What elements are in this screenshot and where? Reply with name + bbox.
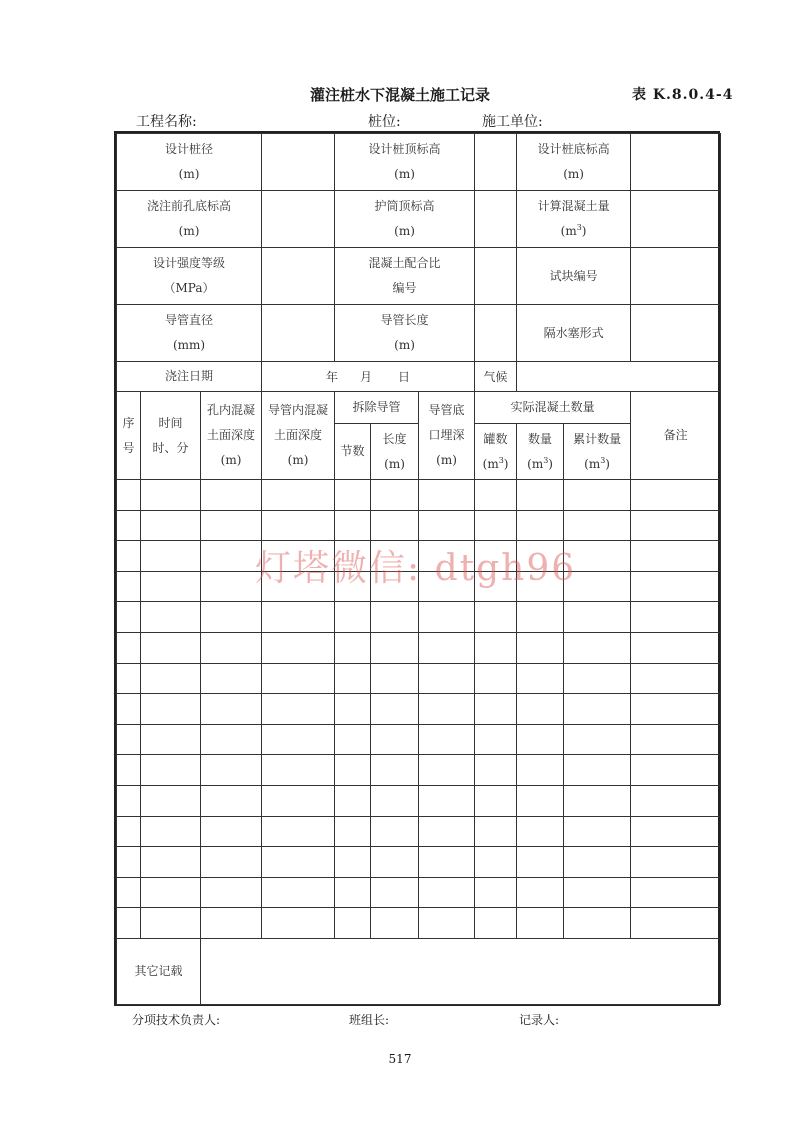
log-cell[interactable] (371, 847, 419, 878)
param-row (117, 134, 721, 191)
table-code: 表 K.8.0.4-4 (632, 87, 734, 103)
table-row (117, 602, 721, 633)
pipe-dia-label: 导管直径 (mm) (117, 305, 262, 362)
log-cell[interactable] (117, 908, 141, 939)
log-cell[interactable] (201, 663, 262, 694)
recorder-signature: 记录人: (519, 1013, 560, 1027)
log-cell[interactable] (262, 755, 335, 786)
log-cell[interactable] (117, 847, 141, 878)
log-cell[interactable] (335, 602, 371, 633)
log-cell[interactable] (475, 663, 517, 694)
log-cell[interactable] (517, 877, 564, 908)
tech-lead-signature: 分项技术负责人: (132, 1013, 221, 1027)
log-cell[interactable] (631, 755, 721, 786)
log-cell[interactable] (631, 908, 721, 939)
log-cell[interactable] (335, 724, 371, 755)
specimen-no-label: 试块编号 (517, 248, 631, 305)
design-dia-label: 设计桩径 (m) (117, 134, 262, 191)
log-cell[interactable] (262, 847, 335, 878)
log-cell[interactable] (335, 632, 371, 663)
log-cell[interactable] (141, 694, 201, 725)
tanks-header: 罐数 $(m^3)$ (475, 424, 517, 480)
log-cell[interactable] (564, 663, 631, 694)
log-cell[interactable] (262, 632, 335, 663)
strength-value[interactable] (262, 248, 335, 305)
log-cell[interactable] (475, 847, 517, 878)
log-cell[interactable] (419, 632, 475, 663)
calc-volume-value[interactable] (631, 191, 721, 248)
log-cell[interactable] (631, 724, 721, 755)
log-cell[interactable] (201, 847, 262, 878)
table-row (117, 847, 721, 878)
log-cell[interactable] (262, 908, 335, 939)
table-row (117, 480, 721, 511)
log-cell[interactable] (201, 724, 262, 755)
log-cell[interactable] (475, 785, 517, 816)
log-cell[interactable] (475, 694, 517, 725)
param-row (117, 305, 721, 362)
log-cell[interactable] (262, 877, 335, 908)
log-cell[interactable] (564, 694, 631, 725)
log-cell[interactable] (564, 816, 631, 847)
log-cell[interactable] (631, 571, 721, 602)
log-cell[interactable] (201, 632, 262, 663)
pipe-len-value[interactable] (475, 305, 517, 362)
log-cell[interactable] (371, 510, 419, 541)
design-top-value[interactable] (475, 134, 517, 191)
log-cell[interactable] (475, 908, 517, 939)
log-cell[interactable] (564, 847, 631, 878)
hole-bottom-label: 浇注前孔底标高 (m) (117, 191, 262, 248)
log-cell[interactable] (262, 480, 335, 511)
log-cell[interactable] (371, 632, 419, 663)
pour-date-value[interactable]: 年 月 日 (262, 362, 475, 392)
log-cell[interactable] (141, 632, 201, 663)
log-cell[interactable] (335, 785, 371, 816)
log-cell[interactable] (631, 510, 721, 541)
log-cell[interactable] (631, 785, 721, 816)
mix-ratio-value[interactable] (475, 248, 517, 305)
log-cell[interactable] (517, 847, 564, 878)
cumulative-header: 累计数量 $(m^3)$ (564, 424, 631, 480)
log-cell[interactable] (631, 480, 721, 511)
seq-header: 序 号 (117, 392, 141, 480)
log-cell[interactable] (517, 632, 564, 663)
log-cell[interactable] (201, 510, 262, 541)
log-cell[interactable] (631, 602, 721, 633)
log-cell[interactable] (335, 480, 371, 511)
log-cell[interactable] (371, 663, 419, 694)
param-row (117, 191, 721, 248)
log-cell[interactable] (117, 663, 141, 694)
length-header: 长度 (m) (371, 424, 419, 480)
specimen-no-value[interactable] (631, 248, 721, 305)
log-cell[interactable] (141, 602, 201, 633)
table-row (117, 755, 721, 786)
log-cell[interactable] (262, 602, 335, 633)
log-cell[interactable] (631, 694, 721, 725)
log-cell[interactable] (141, 571, 201, 602)
log-cell[interactable] (419, 724, 475, 755)
strength-label: 设计强度等级 （MPa） (117, 248, 262, 305)
hole-depth-header: 孔内混凝 土面深度 (m) (201, 392, 262, 480)
log-cell[interactable] (262, 785, 335, 816)
casing-top-label: 护筒顶标高 (m) (335, 191, 475, 248)
watermark: 灯塔微信: dtgh96 (255, 548, 577, 589)
table-row (117, 816, 721, 847)
design-bottom-value[interactable] (631, 134, 721, 191)
pipe-depth-header: 导管内混凝 土面深度 (m) (262, 392, 335, 480)
log-cell[interactable] (419, 877, 475, 908)
log-cell[interactable] (335, 663, 371, 694)
log-cell[interactable] (475, 602, 517, 633)
log-cell[interactable] (419, 480, 475, 511)
log-cell[interactable] (371, 877, 419, 908)
log-cell[interactable] (117, 632, 141, 663)
log-cell[interactable] (631, 632, 721, 663)
log-cell[interactable] (262, 816, 335, 847)
log-cell[interactable] (201, 877, 262, 908)
log-cell[interactable] (517, 785, 564, 816)
log-cell[interactable] (419, 602, 475, 633)
log-cell[interactable] (262, 724, 335, 755)
mix-ratio-label: 混凝土配合比 编号 (335, 248, 475, 305)
log-cell[interactable] (517, 908, 564, 939)
log-cell[interactable] (564, 877, 631, 908)
log-cell[interactable] (141, 847, 201, 878)
log-cell[interactable] (517, 480, 564, 511)
log-cell[interactable] (419, 663, 475, 694)
log-cell[interactable] (371, 785, 419, 816)
log-cell[interactable] (201, 571, 262, 602)
log-cell[interactable] (371, 724, 419, 755)
log-cell[interactable] (335, 755, 371, 786)
design-top-label: 设计桩顶标高 (m) (335, 134, 475, 191)
log-cell[interactable] (371, 908, 419, 939)
log-cell[interactable] (335, 816, 371, 847)
log-cell[interactable] (141, 877, 201, 908)
log-cell[interactable] (371, 816, 419, 847)
team-leader-signature: 班组长: (349, 1013, 390, 1027)
page-number: 517 (388, 1052, 412, 1066)
pile-position-label: 桩位: (368, 114, 401, 130)
log-cell[interactable] (475, 480, 517, 511)
log-cell[interactable] (517, 755, 564, 786)
log-cell[interactable] (117, 755, 141, 786)
log-cell[interactable] (335, 694, 371, 725)
hole-bottom-value[interactable] (262, 191, 335, 248)
remarks-header: 备注 (631, 392, 721, 480)
log-cell[interactable] (201, 541, 262, 572)
log-cell[interactable] (141, 663, 201, 694)
log-cell[interactable] (335, 510, 371, 541)
table-row (117, 724, 721, 755)
log-cell[interactable] (564, 785, 631, 816)
actual-volume-header: 实际混凝土数量 (475, 392, 631, 424)
log-cell[interactable] (201, 480, 262, 511)
other-records-value[interactable] (201, 938, 721, 1004)
table-row (117, 785, 721, 816)
log-cell[interactable] (141, 908, 201, 939)
log-cell[interactable] (117, 877, 141, 908)
quantity-header: 数量 $(m^3)$ (517, 424, 564, 480)
log-cell[interactable] (117, 785, 141, 816)
log-cell[interactable] (517, 510, 564, 541)
param-row (117, 248, 721, 305)
log-cell[interactable] (631, 877, 721, 908)
log-cell[interactable] (475, 877, 517, 908)
other-records-row (117, 938, 721, 1004)
log-cell[interactable] (419, 755, 475, 786)
weather-value[interactable] (517, 362, 721, 392)
log-cell[interactable] (475, 724, 517, 755)
log-cell[interactable] (517, 663, 564, 694)
log-cell[interactable] (117, 510, 141, 541)
table-row (117, 694, 721, 725)
log-cell[interactable] (262, 510, 335, 541)
log-cell[interactable] (371, 602, 419, 633)
log-cell[interactable] (564, 755, 631, 786)
log-cell[interactable] (371, 480, 419, 511)
plug-type-value[interactable] (631, 305, 721, 362)
log-cell[interactable] (141, 541, 201, 572)
log-cell[interactable] (475, 632, 517, 663)
log-cell[interactable] (419, 816, 475, 847)
casing-top-value[interactable] (475, 191, 517, 248)
log-cell[interactable] (419, 694, 475, 725)
other-records-label: 其它记载 (117, 938, 201, 1004)
log-cell[interactable] (201, 694, 262, 725)
table-row (117, 510, 721, 541)
log-cell[interactable] (262, 694, 335, 725)
date-row (117, 362, 721, 392)
burial-header: 导管底 口埋深 (m) (419, 392, 475, 480)
table-row (117, 908, 721, 939)
log-cell[interactable] (419, 908, 475, 939)
log-cell[interactable] (475, 510, 517, 541)
log-cell[interactable] (141, 785, 201, 816)
log-cell[interactable] (262, 663, 335, 694)
log-cell[interactable] (117, 571, 141, 602)
log-cell[interactable] (335, 847, 371, 878)
weather-label: 气候 (475, 362, 517, 392)
log-cell[interactable] (141, 510, 201, 541)
log-cell[interactable] (564, 724, 631, 755)
log-cell[interactable] (335, 877, 371, 908)
log-cell[interactable] (517, 816, 564, 847)
log-cell[interactable] (201, 816, 262, 847)
log-cell[interactable] (419, 510, 475, 541)
log-cell[interactable] (564, 908, 631, 939)
log-cell[interactable] (564, 510, 631, 541)
log-cell[interactable] (631, 847, 721, 878)
construction-unit-label: 施工单位: (482, 114, 543, 130)
remove-pipe-header: 拆除导管 (335, 392, 419, 424)
log-cell[interactable] (631, 816, 721, 847)
log-cell[interactable] (475, 755, 517, 786)
log-cell[interactable] (419, 847, 475, 878)
log-cell[interactable] (117, 541, 141, 572)
log-cell[interactable] (141, 755, 201, 786)
table-row (117, 663, 721, 694)
log-cell[interactable] (117, 816, 141, 847)
pour-date-label: 浇注日期 (117, 362, 262, 392)
log-cell[interactable] (117, 724, 141, 755)
table-row (117, 877, 721, 908)
log-cell[interactable] (631, 663, 721, 694)
page-title: 灌注桩水下混凝土施工记录 (309, 86, 490, 104)
plug-type-label: 隔水塞形式 (517, 305, 631, 362)
log-cell[interactable] (201, 908, 262, 939)
design-bottom-label: 设计桩底标高 (m) (517, 134, 631, 191)
log-cell[interactable] (564, 602, 631, 633)
calc-volume-label: 计算混凝土量 $(m^3)$ (517, 191, 631, 248)
sections-header: 节数 (335, 424, 371, 480)
time-header: 时间 时、分 (141, 392, 201, 480)
log-cell[interactable] (117, 694, 141, 725)
log-cell[interactable] (371, 755, 419, 786)
log-cell[interactable] (564, 632, 631, 663)
design-dia-value[interactable] (262, 134, 335, 191)
log-cell[interactable] (141, 480, 201, 511)
log-cell[interactable] (419, 785, 475, 816)
log-cell[interactable] (631, 541, 721, 572)
log-cell[interactable] (141, 816, 201, 847)
log-cell[interactable] (517, 694, 564, 725)
log-cell[interactable] (141, 724, 201, 755)
log-cell[interactable] (117, 602, 141, 633)
log-cell[interactable] (475, 816, 517, 847)
log-cell[interactable] (201, 602, 262, 633)
log-cell[interactable] (335, 908, 371, 939)
log-cell[interactable] (201, 785, 262, 816)
log-header-row (117, 392, 721, 424)
table-row (117, 632, 721, 663)
log-cell[interactable] (371, 694, 419, 725)
log-cell[interactable] (517, 724, 564, 755)
log-cell[interactable] (201, 755, 262, 786)
pipe-dia-value[interactable] (262, 305, 335, 362)
log-cell[interactable] (517, 602, 564, 633)
pipe-len-label: 导管长度 (m) (335, 305, 475, 362)
project-name-label: 工程名称: (136, 114, 197, 130)
log-cell[interactable] (117, 480, 141, 511)
log-cell[interactable] (564, 480, 631, 511)
